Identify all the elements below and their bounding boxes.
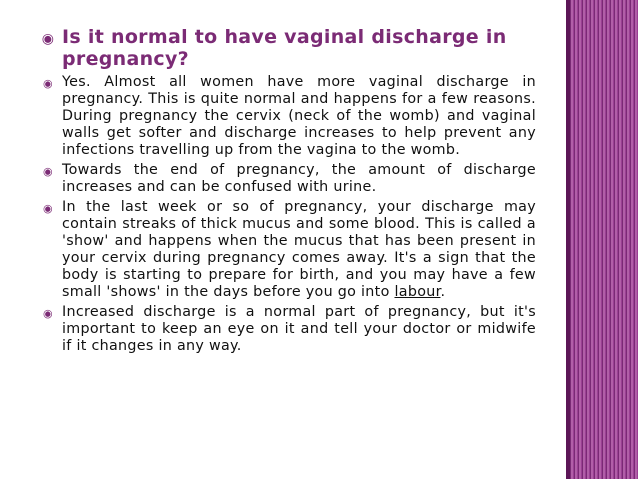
paragraph-text: Towards the end of pregnancy, the amount of discharge increases and can be confused with urine. [62,162,536,195]
slide-content [40,26,536,358]
decorative-side-bar [570,0,638,479]
bullet-paragraph-2 [40,162,536,196]
bullet-icon: ◉ [43,307,53,320]
bullet-icon: ◉ [43,77,53,90]
labour-link[interactable]: labour [394,284,441,300]
paragraph-text [62,199,536,300]
bullet-paragraph-1 [40,74,536,159]
paragraph-text-end: . [440,284,446,300]
bullet-paragraph-4 [40,304,536,355]
paragraph-text: Increased discharge is a normal part of pregnancy, but it's important to keep an eye on it and tell your doctor or midwife if it changes in any way. [62,304,536,354]
bullet-icon: ◉ [41,31,55,47]
paragraph-text: Yes. Almost all women have more vaginal discharge in pregnancy. This is quite normal and happens for a few reasons. During pregnancy the cervix (neck of the womb) and vaginal walls get softer and discharge increases to help prevent any infections travelling up from the vagina to the womb. [62,74,536,158]
bullet-icon: ◉ [43,165,53,178]
paragraph-text-start: In the last week or so of pregnancy, your discharge may contain streaks of thick mucus and some blood. This is called a 'show' and happens when the mucus that has been present in your cervix during pregnancy comes away. It's a sign that the body is starting to prepare for birth, and you may have a few small 'shows' in the days before you go into [62,199,536,300]
bullet-icon: ◉ [43,202,53,215]
heading-text: Is it normal to have vaginal discharge in pregnancy? [62,26,507,70]
slide-heading [40,26,536,70]
bullet-paragraph-3 [40,199,536,301]
